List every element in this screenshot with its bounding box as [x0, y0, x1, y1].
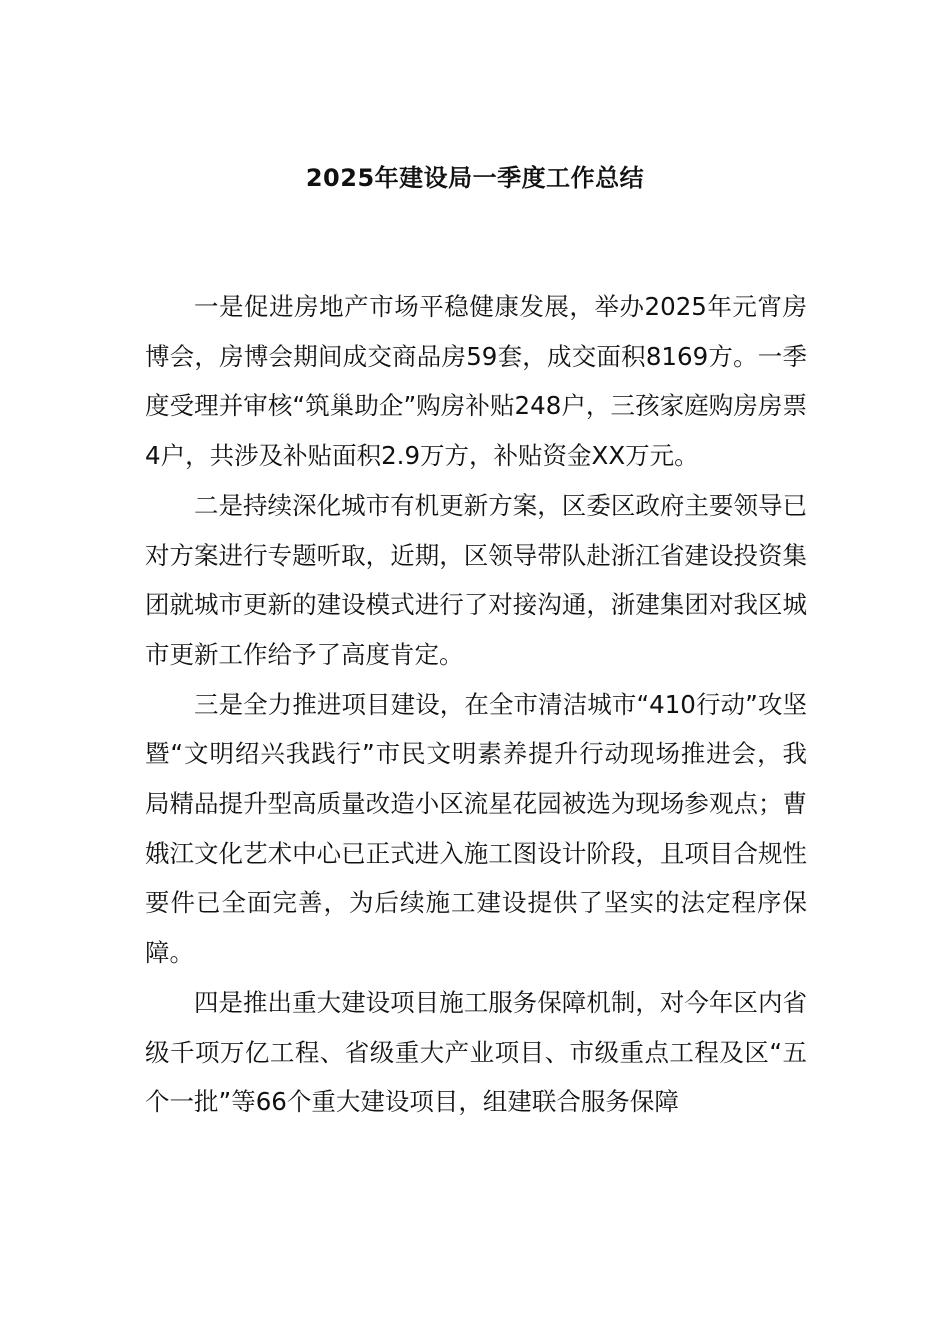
paragraph-urban-renewal: 二是持续深化城市有机更新方案，区委区政府主要领导已对方案进行专题听取，近期，区领导带队赴浙江省建设投资集团就城市更新的建设模式进行了对接沟通，浙建集团对我区城市更新工作给予了高度肯定。	[145, 490, 807, 669]
document-title: 2025年建设局一季度工作总结	[305, 164, 645, 192]
paragraph-housing-market: 一是促进房地产市场平稳健康发展，举办2025年元宵房博会，房博会期间成交商品房59套，成交面积8169方。一季度受理并审核“筑巢助企”购房补贴248户，三孩家庭购房房票4户，共涉及补贴面积2.9万方，补贴资金XX万元。	[145, 292, 807, 471]
paragraph-project-construction: 三是全力推进项目建设，在全市清洁城市“410行动”攻坚暨“文明绍兴我践行”市民文明素养提升行动现场推进会，我局精品提升型高质量改造小区流星花园被选为现场参观点；曹娥江文化艺术中心已正式进入施工图设计阶段，且项目合规性要件已全面完善，为后续施工建设提供了坚实的法定程序保障。	[145, 689, 807, 968]
paragraph-service-mechanism: 四是推出重大建设项目施工服务保障机制，对今年区内省级千项万亿工程、省级重大产业项目、市级重点工程及区“五个一批”等66个重大建设项目，组建联合服务保障	[145, 987, 807, 1117]
document-body	[145, 282, 807, 1127]
